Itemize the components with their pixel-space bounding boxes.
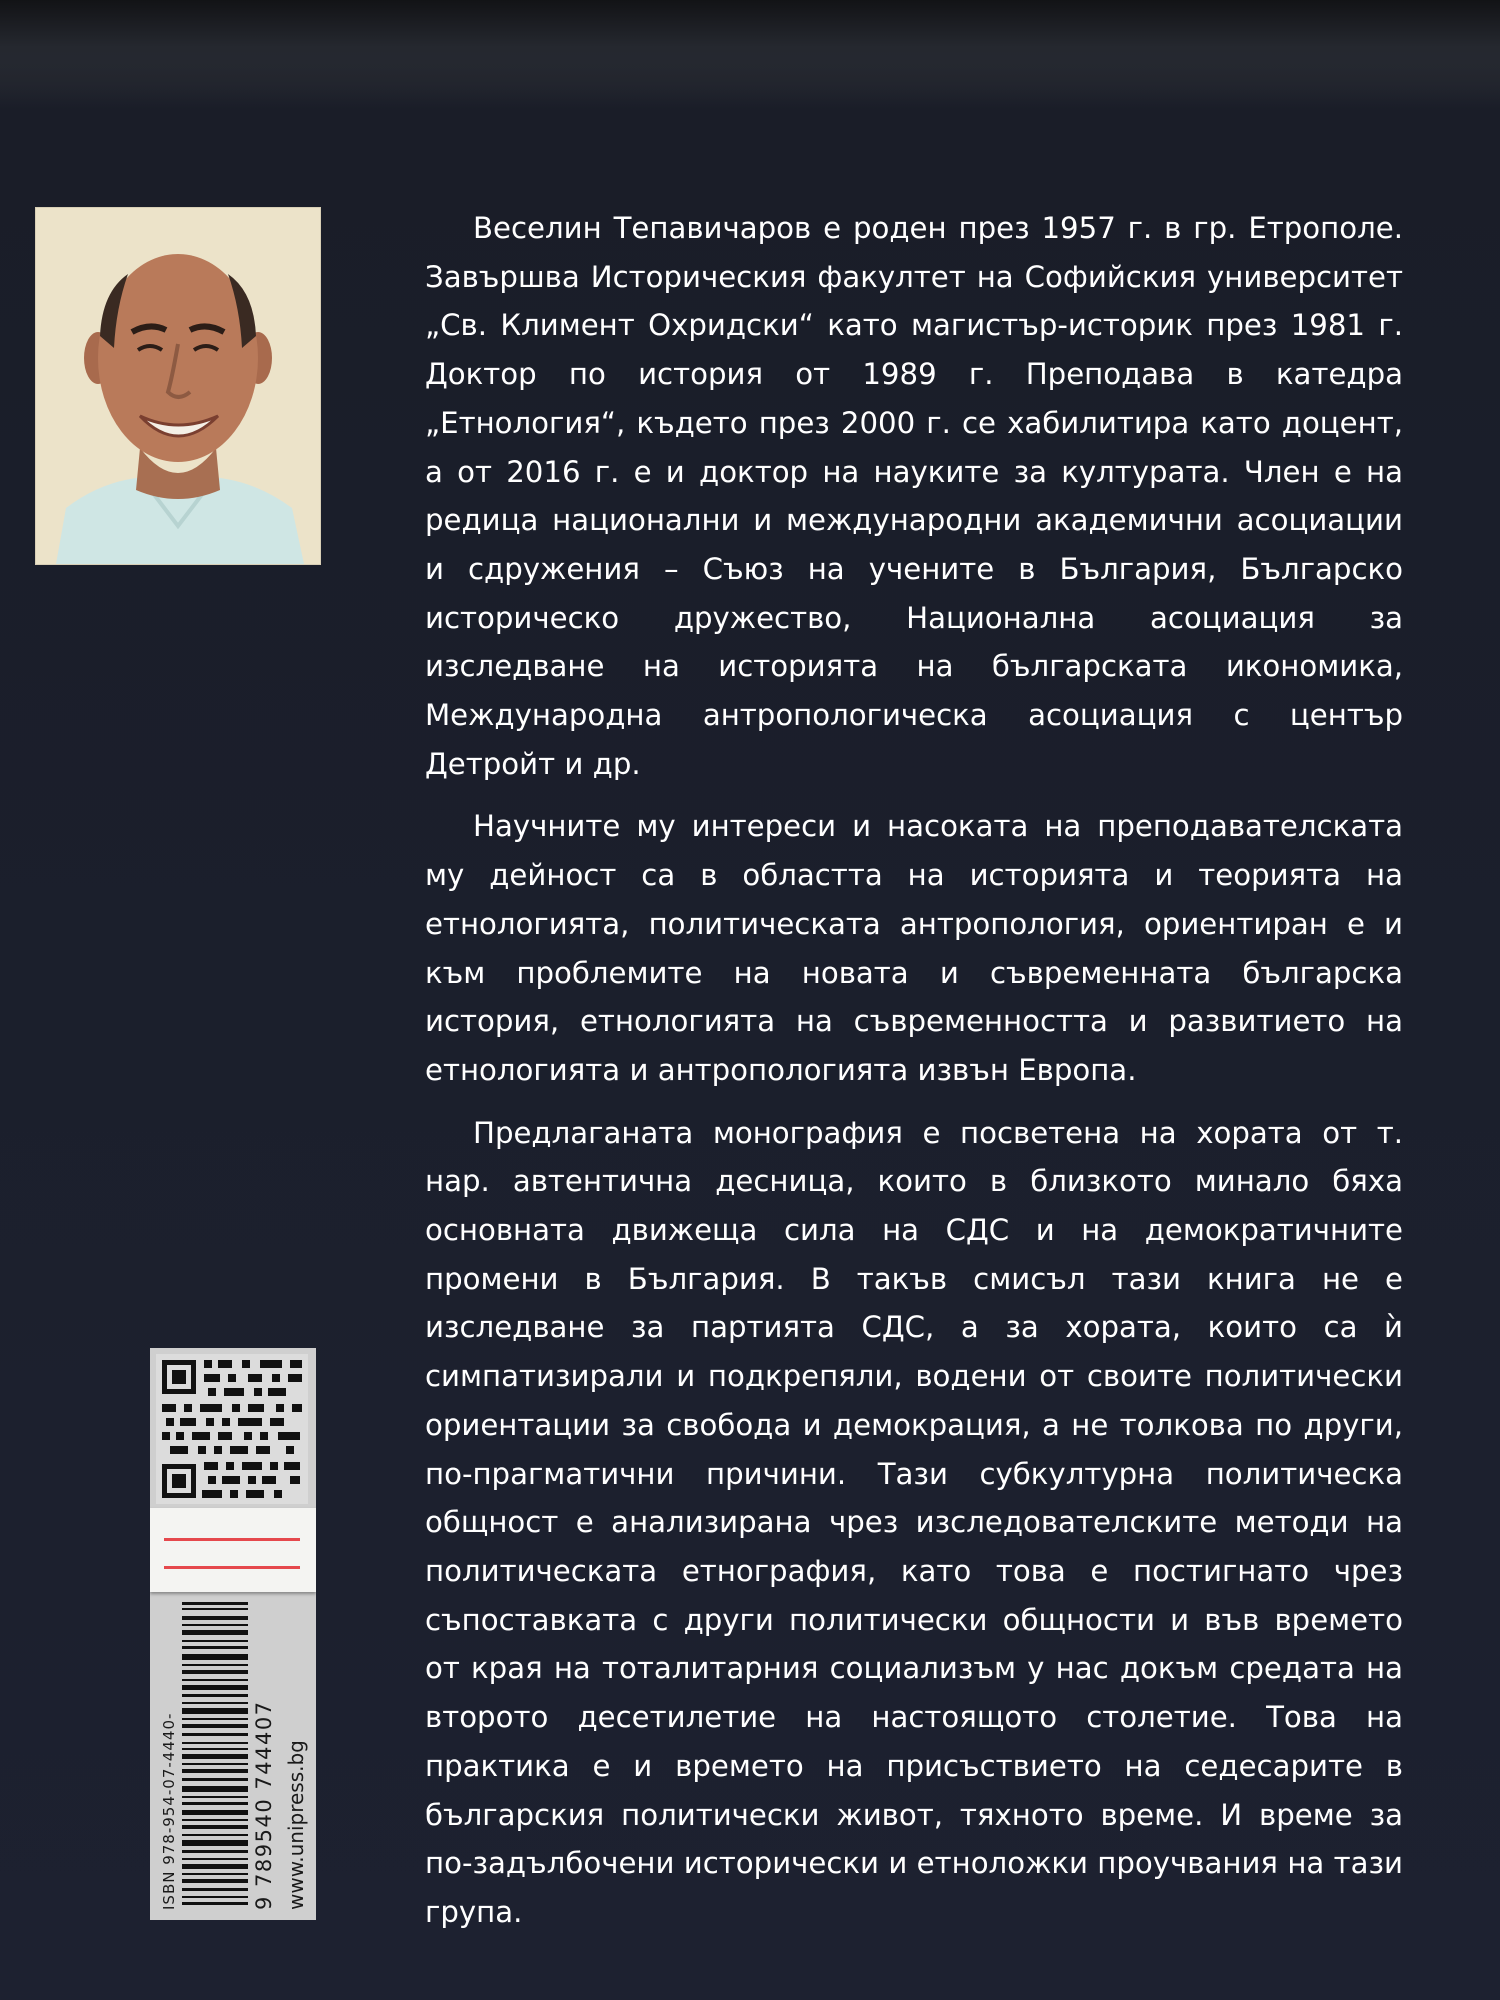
sticker-red-line xyxy=(164,1566,300,1569)
paragraph-monograph-summary: Предлаганата монография е посветена на хората от т. нар. автентична десница, които в близкото минало бяха основната движеща сила на СДС и на демократичните промени в България. В такъв смисъл тази книга не е изследване за партията СДС, а за хората, които са ѝ симпатизирали и подкрепяли, водени от своите политически ориентации за свобода и демокрация, а не толкова по други, по-прагматични причини. Тази субкултурна политическа общност е анализирана чрез изследователските методи на политическата етнография, като това е постигнато чрез съпоставката с други политически общности и във времето от края на тоталитарния социализъм у нас докъм средата на второто десетилетие на настоящото столетие. Това на практика е и времето на присъствието на седесарите в българския политически живот, тяхното време. И време за по-задълбочени исторически и етноложки проучвания на тази група. xyxy=(425,1115,1403,1929)
qr-code-icon xyxy=(156,1354,308,1504)
top-edge-shadow xyxy=(0,0,1500,105)
barcode xyxy=(156,1598,312,1916)
isbn-label xyxy=(150,1348,316,1920)
paragraph-research-interests: Научните му интереси и насоката на преподавателската му дейност са в областта на историята и теорията на етнологията, политическата антропология, ориентиран е и към проблемите на новата и съвременната българска история, етнологията на съвременността и развитието на етнологията и антропологията извън Европа. xyxy=(425,809,1403,1087)
barcode-digits: 9 789540 744407 xyxy=(252,1700,276,1910)
author-bio-text xyxy=(425,204,1403,1951)
paragraph-author-bio: Веселин Тепавичаров е роден през 1957 г. в гр. Етрополе. Завършва Историческия факултет на Софийския университет „Св. Климент Охридски“ като магистър-историк през 1981 г. Доктор по история от 1989 г. Преподава в катедра „Етнология“, където през 2000 г. се хабилитира като доцент, а от 2016 г. е и доктор на науките за културата. Член е на редица национални и международни академични асоциации и сдружения – Съюз на учените в България, Българско историческо дружество, Национална асоциация за изследване на историята на българската икономика, Международна антропологическа асоциация с център Детройт и др. xyxy=(425,211,1403,781)
sticker-red-line xyxy=(164,1538,300,1541)
price-sticker xyxy=(150,1508,316,1592)
barcode-bars-icon xyxy=(182,1602,248,1908)
isbn-number: ISBN 978-954-07-4440- xyxy=(160,1712,178,1910)
author-photo xyxy=(36,208,320,564)
publisher-website: www.unipress.bg xyxy=(284,1740,308,1910)
